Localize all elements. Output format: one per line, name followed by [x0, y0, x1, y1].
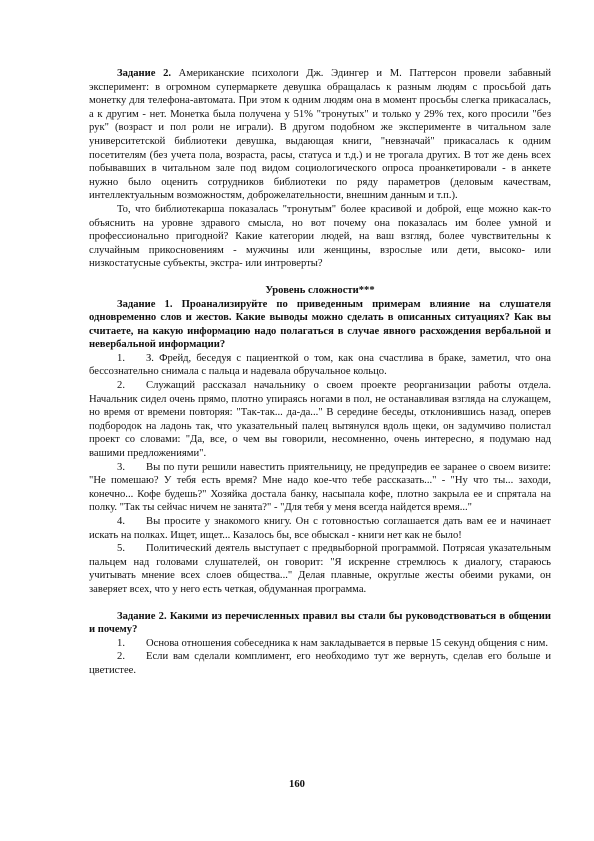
task1-text: . Проанализируйте по приведенным примерам влияние на слушателя одновременно слов и жестов. Какие выводы можно сделать в описанных ситуациях? Как вы считаете, на какую информацию надо полагаться в случае явного расхождения вербальной и невербальной информации? [89, 298, 551, 351]
page-content [89, 67, 551, 678]
task2-question-paragraph: То, что библиотекарша показалась "тронутым" более красивой и доброй, еще можно как-то объяснить на уровне здравого смысла, но вот почему она показалась им более умной и профессионально пригодной? Какие категории людей, на ваш взгляд, более чувствительны к случайным прикосновениям - мужчины или женщины, взрослые или дети, высоко- или низкостатусные субъекты, экстра- или интроверты? [89, 203, 551, 270]
list-item-text: Если вам сделали комплимент, его необходимо тут же вернуть, сделав его больше и цветистее. [89, 651, 551, 676]
list-item-number: 2. [117, 380, 125, 392]
list-item-text: Политический деятель выступает с предвыборной программой. Потрясая указательным пальцем над головами слушателей, он говорит: "Я искренне стремлюсь к диалогу, стараюсь учитывать мнение всех слоев общества..." Делая плавные, округлые жесты обеими руками, он заверяет всех, что у него есть четкая, обдуманная программа. [89, 543, 551, 595]
list-item-text: Вы просите у знакомого книгу. Он с готовностью соглашается дать вам ее и начинает искать на полках. Ищет, ищет... Казалось бы, все обыскал - книги нет как не было! [89, 516, 551, 541]
list-item-number: 1. [117, 637, 125, 649]
list-item [89, 637, 551, 651]
task2-intro-text: Американские психологи Дж. Эдингер и М. Паттерсон провели забавный эксперимент: в огромном супермаркете девушка обращалась к разным людям с просьбой дать монетку для телефона-автомата. При этом к одним людям она в момент просьбы слегка прикасалась, а к другим - нет. Монетка была получена у 51% "тронутых" и только у 29% тех, кого просили "без рук" (возраст и пол роли не играли). В другом подобном же эксперименте в читальном зале университетской библиотеки девушка, выдающая книги, "невзначай" прикасалась к одним посетителям (без учета пола, возраста, расы, статуса и т.д.) и не трогала других. В тот же день всех побывавших в читальном зале под видом социологического опроса проанкетировали - в анкете нужно было оценить сотрудников библиотеки по ряду параметров (деловым качествам, интеллектуальным возможностям, доброжелательности, внешним данным и т.п.). [89, 68, 551, 202]
difficulty-level-heading: Уровень сложности*** [265, 284, 375, 296]
task2-label: Задание 2. [117, 68, 172, 79]
list-item [89, 542, 551, 596]
task2-rules-heading: Задание 2. Какими из перечисленных правил вы стали бы руководствоваться в общении и почему? [89, 610, 551, 636]
list-item [89, 515, 551, 542]
list-item [89, 650, 551, 677]
list-item-number: 4. [117, 516, 125, 527]
list-item [89, 461, 551, 515]
list-item [89, 379, 551, 461]
list-item-number: 1. [117, 352, 125, 364]
list-item-text: Вы по пути решили навестить приятельницу, не предупредив ее заранее о своем визите: "Не помешаю? У тебя есть время? Мне надо кое-что тебе рассказать..." - "Ну что ты... заходи, конечно... Кофе будешь?" Хозяйка достала банку, насыпала кофе, плотно закрыла ее и спрятала на полку. "Так ты сейчас ничем не занята?" - "Для тебя у меня всегда найдется время..." [89, 461, 551, 514]
list-item [89, 352, 551, 379]
task2-intro-paragraph [89, 67, 551, 203]
list-item-text: Служащий рассказал начальнику о своем проекте реорганизации работы отдела. Начальник сидел очень прямо, плотно упираясь ногами в пол, не останавливая взгляда на служащем, но время от времени повторяя: "Так-так... да-да..." В середине беседы, отклонившись назад, оперев подбородок на ладонь так, что указательный палец вытянулся вдоль щеки, он задумчиво полистал проект со словами: "Да, все, о чем вы говорили, несомненно, очень интересно, я подумаю над вашими предложениями". [89, 380, 551, 460]
list-item-text: З. Фрейд, беседуя с пациенткой о том, как она счастлива в браке, заметил, что она бессознательно снимала с пальца и надевала обручальное кольцо. [89, 352, 551, 378]
examples-list [89, 352, 551, 597]
rules-list [89, 637, 551, 678]
list-item-number: 2. [117, 651, 125, 663]
list-item-text: Основа отношения собеседника к нам закладывается в первые 15 секунд общения с ним. [146, 637, 548, 649]
list-item-number: 5. [117, 543, 125, 555]
task1-label: Задание 1 [117, 298, 170, 310]
page-number: 160 [289, 779, 305, 790]
task1-paragraph [89, 298, 551, 352]
list-item-number: 3. [117, 461, 125, 473]
